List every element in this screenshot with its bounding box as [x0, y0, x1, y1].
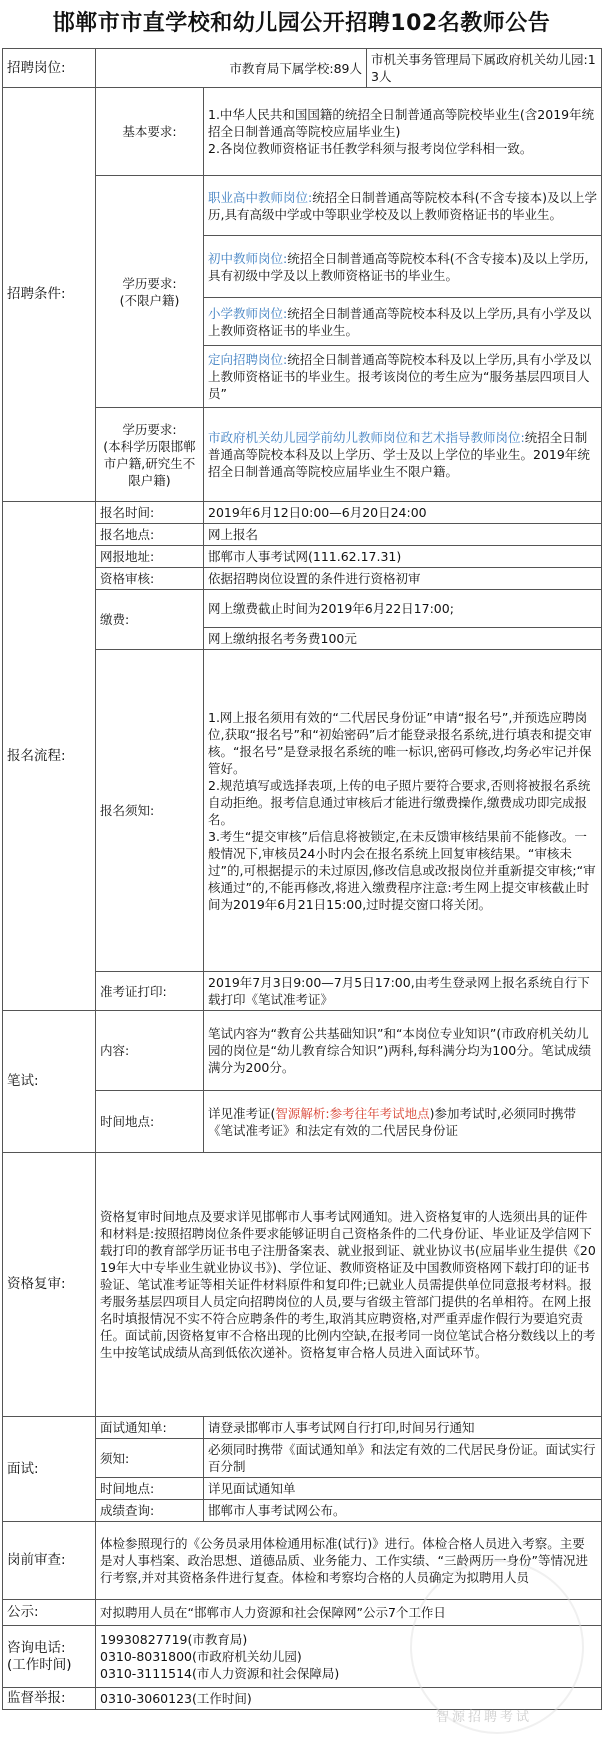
prejob-text: 体检参照现行的《公务员录用体检通用标准(试行)》进行。体检合格人员进入考察。主要是对人事档案、政治思想、道德品质、业务能力、工作实绩、“三龄两历一身份”等情况进行考察,并对其资格条件进行复查。体检和考察均合格的人员确定为拟聘用人员: [96, 1522, 602, 1600]
positions-label: 招聘岗位:: [3, 49, 96, 88]
interview-req-label: 须知:: [96, 1439, 204, 1478]
junior-text: 统招全日制普通高等院校本科(不含专接本)及以上学历,具有初级中学及以上教师资格证书的毕业生。: [208, 250, 589, 283]
edu-label: 学历要求: (不限户籍): [96, 176, 204, 408]
publicity-label: 公示:: [3, 1600, 96, 1626]
process-label: 报名流程:: [3, 502, 96, 1011]
kinder-text: 统招全日制普通高等院校本科及以上学历、学士及以上学位的毕业生。2019年统招全日制普通高等院校应届毕业生不限户籍。: [208, 430, 590, 479]
recheck-label: 资格复审:: [3, 1153, 96, 1417]
fee-deadline: 网上缴费截止时间为2019年6月22日17:00;: [204, 590, 602, 628]
fee-label: 缴费:: [96, 590, 204, 650]
primary-item: [204, 298, 602, 346]
supervise-label: 监督举报:: [3, 1688, 96, 1710]
written-content-label: 内容:: [96, 1011, 204, 1091]
interview-req-text: 必须同时携带《面试通知单》和法定有效的二代居民身份证。面试实行百分制: [204, 1439, 602, 1478]
vocational-item: [204, 176, 602, 236]
interview-notice-text: 请登录邯郸市人事考试网自行打印,时间另行通知: [204, 1417, 602, 1439]
prejob-label: 岗前审查:: [3, 1522, 96, 1600]
contact-line-kinder: 0310-8031800(市政府机关幼儿园): [100, 1649, 302, 1664]
contact-label: 咨询电话: (工作时间): [3, 1626, 96, 1688]
edu2-label: 学历要求: (本科学历限邯郸市户籍,研究生不限户籍): [96, 408, 204, 502]
supervise-text: 0310-3060123(工作时间): [96, 1688, 602, 1710]
contact-line-edu: 19930827719(市教育局): [100, 1632, 248, 1647]
interview-place-text: 详见面试通知单: [204, 1478, 602, 1500]
vocational-text: 统招全日制普通高等院校本科(不含专接本)及以上学历,具有高级中学或中等职业学校及以上教师资格证书的毕业生。: [208, 189, 597, 222]
basic-label: 基本要求:: [96, 88, 204, 176]
written-time-note: 智源解析:参考往年考试地点: [275, 1105, 430, 1121]
junior-title: 初中教师岗位:: [208, 250, 288, 266]
watermark-text: 智源招聘考试: [436, 1710, 533, 1725]
interview-notice-label: 面试通知单:: [96, 1417, 204, 1439]
interview-result-text: 邯郸市人事考试网公布。: [204, 1500, 602, 1522]
written-time-label: 时间地点:: [96, 1091, 204, 1153]
interview-result-label: 成绩查询:: [96, 1500, 204, 1522]
fee-amount: 网上缴纳报名考务费100元: [204, 628, 602, 650]
ticket-text: 2019年7月3日9:00—7月5日17:00,由考生登录网上报名系统自行下载打印《笔试准考证》: [204, 972, 602, 1011]
targeted-item: [204, 346, 602, 408]
kinder-item: [204, 408, 602, 502]
positions-gov: 市机关事务管理局下属政府机关幼儿园:13人: [367, 49, 602, 88]
review-label: 资格审核:: [96, 568, 204, 590]
vocational-title: 职业高中教师岗位:: [208, 189, 313, 205]
written-time-pre: 详见准考证(: [208, 1105, 276, 1121]
written-label: 笔试:: [3, 1011, 96, 1153]
reg-url-label: 网报地址:: [96, 546, 204, 568]
notice-label: 报名须知:: [96, 650, 204, 972]
page-title: 邯郸市市直学校和幼儿园公开招聘102名教师公告: [52, 11, 551, 36]
publicity-text: 对拟聘用人员在“邯郸市人力资源和社会保障网”公示7个工作日: [96, 1600, 602, 1626]
review-value: 依据招聘岗位设置的条件进行资格初审: [204, 568, 602, 590]
reg-place-value: 网上报名: [204, 524, 602, 546]
written-time-text: [204, 1091, 602, 1153]
targeted-title: 定向招聘岗位:: [208, 352, 288, 367]
ticket-label: 准考证打印:: [96, 972, 204, 1011]
notice-text: 1.网上报名须用有效的“二代居民身份证”申请“报名号”,并预选应聘岗位,获取“报名号”和“初始密码”后才能登录报名系统,进行填表和提交审核。“报名号”是登录报名系统的唯一标识,密码可修改,均务必牢记并保管好。 2.规范填写或选择表项,上传的电子照片要符合要求,否则将被报名系统自动拒绝。报考信息通过审核后才能进行缴费操作,缴费成功即完成报名。 3.考生“提交审核”后信息将被锁定,在未反馈审核结果前不能修改。一般情况下,审核员24小时内会在报名系统上回复审核结果。“审核未过”的,可根据提示的未过原因,修改信息或改报岗位并重新提交审核;“审核通过”的,不能再修改,将进入缴费程序注意:考生网上提交审核截止时间为2019年6月21日15:00,过时提交窗口将关闭。: [204, 650, 602, 972]
conditions-label: 招聘条件:: [3, 88, 96, 502]
contact-line-hr: 0310-3111514(市人力资源和社会保障局): [100, 1666, 340, 1681]
interview-label: 面试:: [3, 1417, 96, 1522]
written-content-text: 笔试内容为“教育公共基础知识”和“本岗位专业知识”(市政府机关幼儿园的岗位是“幼儿教育综合知识”)两科,每科满分均为100分。笔试成绩满分为200分。: [204, 1011, 602, 1091]
contact-lines: [96, 1626, 602, 1688]
reg-url-value: 邯郸市人事考试网(111.62.17.31): [204, 546, 602, 568]
kinder-title: 市政府机关幼儿园学前幼儿教师岗位和艺术指导教师岗位:: [208, 430, 525, 445]
recheck-text: 资格复审时间地点及要求详见邯郸市人事考试网通知。进入资格复审的人选须出具的证件和材料是:按照招聘岗位条件要求能够证明自己资格条件的二代身份证、毕业证及学信网下载打印的教育部学历证书电子注册备案表、就业报到证、就业协议书(应届毕业生提供《2019年大中专毕业生就业协议书》)、学位证、教师资格证及中国教师资格网下载打印的证书验证、笔试准考证等相关证件材料原件和复印件;已就业人员需提供单位同意报考材料。报考服务基层四项目人员定向招聘岗位的人员,要与省级主管部门提供的名单相符。在网上报名时填报情况不实不符合应聘条件的考生,取消其应聘资格,对严重弄虚作假行为要追究责任。面试前,因资格复审不合格出现的比例内空缺,在报考同一岗位笔试合格分数线以上的考生中按笔试成绩从高到低依次递补。资格复审合格人员进入面试环节。: [96, 1153, 602, 1417]
primary-title: 小学教师岗位:: [208, 305, 288, 321]
basic-text: 1.中华人民共和国国籍的统招全日制普通高等院校毕业生(含2019年统招全日制普通高等院校应届毕业生) 2.各岗位教师资格证书任教学科须与报考岗位学科相一致。: [204, 88, 602, 176]
primary-text: 统招全日制普通高等院校本科及以上学历,具有小学及以上教师资格证书的毕业生。: [208, 305, 592, 338]
reg-time-value: 2019年6月12日0:00—6月20日24:00: [204, 502, 602, 524]
positions-edu: 市教育局下属学校:89人: [96, 49, 367, 88]
written-time-post: )参加考试时,必须同时携带《笔试准考证》和法定有效的二代居民身份证: [208, 1105, 576, 1138]
reg-time-label: 报名时间:: [96, 502, 204, 524]
reg-place-label: 报名地点:: [96, 524, 204, 546]
junior-item: [204, 236, 602, 298]
targeted-text: 统招全日制普通高等院校本科及以上学历,具有小学及以上教师资格证书的毕业生。报考该岗位的考生应为“服务基层四项目人员”: [208, 352, 592, 401]
announcement-table: [2, 48, 602, 1710]
interview-place-label: 时间地点:: [96, 1478, 204, 1500]
